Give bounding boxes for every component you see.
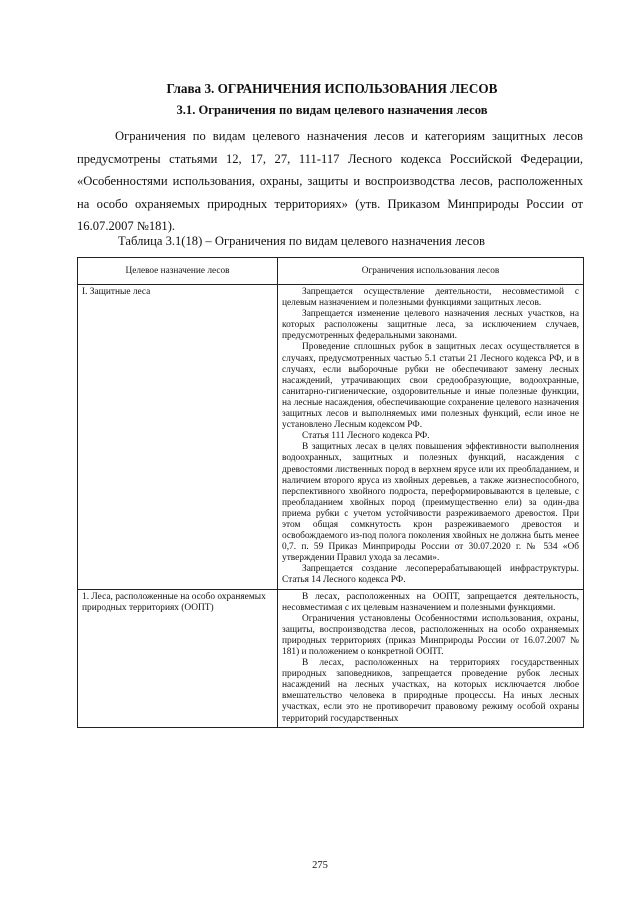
table-row <box>78 285 584 590</box>
restriction-paragraph: В защитных лесах в целях повышения эффективности выполнения водоохранных, защитных и полезных функций, насаждения с древостоями лиственных пород в верхнем ярусе или их преобладанием, и наличием второго яруса из хвойных деревьев, а также жизнеспособного, перспективного хвойного подроста, переформировываются в целевые, с преобладанием хвойных пород (преимущественно ели) за один-два приема рубки с учетом устойчивости разреживаемого древостоя. При этом общая сомкнутость крон разреживаемого древостоя и освобождаемого из-под полога поколения хвойных не должна быть менее 0,7. п. 59 Приказ Минприроды России от 30.07.2020 г. № 534 «Об утверждении Правил ухода за лесами». <box>282 442 579 564</box>
table-row <box>78 589 584 727</box>
section-title: 3.1. Ограничения по видам целевого назначения лесов <box>176 103 488 117</box>
table-header-row <box>78 258 584 285</box>
restriction-paragraph: В лесах, расположенных на территориях государственных природных заповедников, запрещается проведение рубок лесных насаждений на лесных участках, на которых исключается любое вмешательство человека в природные процессы. На иных лесных участках, если это не противоречит правовому режиму особой охраны территорий государственных <box>282 658 579 724</box>
restrictions-cell <box>278 285 584 590</box>
header-restrictions: Ограничения использования лесов <box>278 258 584 285</box>
restriction-paragraph: Статья 111 Лесного кодекса РФ. <box>302 431 430 442</box>
restriction-paragraph: Проведение сплошных рубок в защитных лесах осуществляется в случаях, предусмотренных частью 5.1 статьи 21 Лесного кодекса РФ, и в случаях, если выборочные рубки не обеспечивают замену лесных насаждений, утрачивающих свои средообразующие, водоохранные, санитарно-гигиенические, оздоровительные и иные полезные функции, на лесные насаждения, обеспечивающие сохранение целевого назначения защитных лесов и выполняемых ими полезных функций, если иное не установлено Лесным кодексом РФ. <box>282 342 579 431</box>
restriction-paragraph: В лесах, расположенных на ООПТ, запрещается деятельность, несовместимая с их целевым назначением и полезными функциями. <box>282 591 579 613</box>
restriction-paragraph: Запрещается осуществление деятельности, несовместимой с целевым назначением и полезными функциями защитных лесов. <box>282 287 579 309</box>
restriction-paragraph: Запрещается изменение целевого назначения лесных участков, на которых расположены защитные леса, за исключением случаев, предусмотренных федеральными законами. <box>282 309 579 342</box>
restrictions-cell <box>278 589 584 727</box>
header-purpose: Целевое назначение лесов <box>78 258 278 285</box>
purpose-cell: I. Защитные леса <box>78 285 278 590</box>
purpose-cell: 1. Леса, расположенные на особо охраняемых природных территориях (ООПТ) <box>78 589 278 727</box>
restrictions-table <box>77 257 584 728</box>
restriction-paragraph: Запрещается создание лесоперерабатывающей инфраструктуры. Статья 14 Лесного кодекса РФ. <box>282 564 579 586</box>
table-caption: Таблица 3.1(18) – Ограничения по видам целевого назначения лесов <box>118 234 485 248</box>
page-number: 275 <box>312 860 328 871</box>
chapter-title: Глава 3. ОГРАНИЧЕНИЯ ИСПОЛЬЗОВАНИЯ ЛЕСОВ <box>166 81 498 96</box>
restriction-paragraph: Ограничения установлены Особенностями использования, охраны, защиты, воспроизводства лесов, расположенных на особо охраняемых природных территориях (приказ Минприроды России от 16.07.2007 № 181) и положением о конкретной ООПТ. <box>282 613 579 657</box>
intro-paragraph: Ограничения по видам целевого назначения лесов и категориям защитных лесов предусмотрены статьями 12, 17, 27, 111-117 Лесного кодекса Российской Федерации, «Особенностями использования, охраны, защиты и воспроизводства лесов, расположенных на особо охраняемых природных территориях» (утв. Приказом Минприроды России от 16.07.2007 №181). <box>77 129 583 234</box>
